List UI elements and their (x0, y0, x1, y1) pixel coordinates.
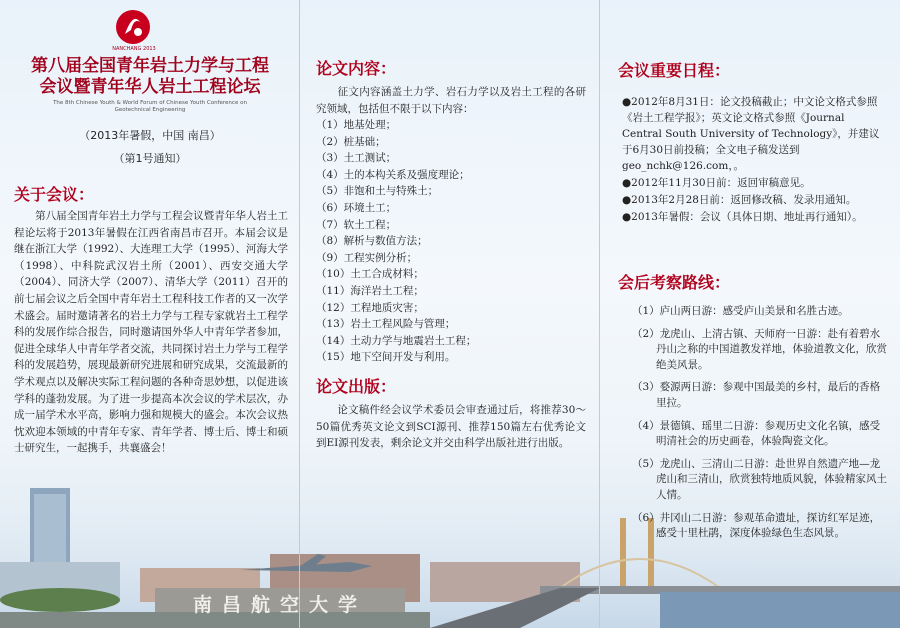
tours-list (632, 304, 888, 549)
date-location: （2013年暑假，中国 南昌） (79, 129, 221, 142)
topic-item: （7）软土工程； (316, 218, 397, 231)
publication-text: 论文稿件经会议学术委员会审查通过后，将推荐30～50篇优秀英文论文到SCI源刊、推荐150篇左右优秀论文到EI源刊发表，剩余论文并交由科学出版社进行出版。 (316, 404, 586, 450)
title-line-1: 第八届全国青年岩土力学与工程 (31, 56, 269, 76)
tour-item: （6）井冈山二日游：参观革命遗址，探访红军足迹，感受十里杜鹃，深度体验绿色生态风景。 (632, 511, 881, 540)
gate-sign-text: 南昌航空大学 (192, 594, 367, 616)
logo-caption: NANCHANG 2013 (112, 46, 156, 52)
conference-logo-icon (114, 8, 152, 46)
tour-item: （4）景德镇、瑶里二日游：参观历史文化名镇，感受明清社会的历史画卷，体验陶瓷文化。 (632, 419, 881, 448)
about-heading: 关于会议： (14, 185, 95, 204)
topics-list (316, 117, 476, 366)
title-line-2: 会议暨青年华人岩土工程论坛 (39, 77, 261, 97)
topic-item: （2）桩基础； (316, 135, 386, 148)
topics-heading: 论文内容： (316, 59, 397, 78)
middle-panel (300, 0, 600, 628)
about-text: 第八届全国青年岩土力学与工程会议暨青年华人岩土工程论坛将于2013年暑假在江西省南昌市召开。本届会议是继在浙江大学（1992）、大连理工大学（1995）、河海大学（1998）、中科院武汉岩土所（2001）、西安交通大学（2004）、同济大学（2007）、清华大学（2011）召开的前七届会议之后全国中青年岩土工程科技工作者的又一次学术盛会。届时邀请著名的岩土力学与工程专家就岩土工程学科的发展作综合报告，同时邀请国外华人中青年学者参加，促进全球华人中青年学者交流，共同探讨岩土力学与工程学科的发展趋势，展现最新研究进展和研究成果，交流最新的学术观点以及解决实际工程问题的各种奇思妙想，以促进该学科的蓬勃发展。为了进一步提高本次会议的学术层次，办成一届学术水平高，影响力强和规模大的盛会。本次会议热忱欢迎本领域的中青年专家、青年学者、博士后、博士和硕士研究生，一起携手，共襄盛会！ (14, 210, 288, 455)
topic-item: （6）环境土工； (316, 201, 397, 214)
schedule-item: ●2012年11月30日前：返回审稿意见。 (622, 177, 811, 189)
tour-item: （1）庐山两日游：感受庐山美景和名胜古迹。 (632, 305, 849, 317)
schedule-item: ●2013年暑假：会议（具体日期、地址再行通知）。 (622, 211, 863, 223)
topic-item: （3）土工测试； (316, 152, 397, 165)
left-panel (0, 0, 300, 628)
english-subtitle: The 8th Chinese Youth & World Forum of Chinese Youth Conference on Geotechnical Engineering (53, 100, 247, 113)
topics-intro: 征文内容涵盖土力学、岩石力学以及岩土工程的各研究领域，包括但不限于以下内容： (316, 86, 586, 115)
schedule-item: ●2012年8月31日：论文投稿截止；中文论文格式参照《岩土工程学报》；英文论文格式参照《Journal Central South University of Technology》，并建议于6月30日前投稿；全文电子稿发送到geo_nchk@126.com，。 (622, 96, 880, 172)
topic-item: （5）非饱和土与特殊土； (316, 185, 439, 198)
topic-item: （12）工程地质灾害； (316, 301, 424, 314)
notice-number: （第1号通知） (113, 152, 187, 165)
topic-item: （10）土工合成材料； (316, 268, 424, 281)
topic-item: （11）海洋岩土工程； (316, 284, 424, 297)
topic-item: （4）土的本构关系及强度理论； (316, 168, 470, 181)
tours-heading: 会后考察路线： (618, 273, 731, 292)
topic-item: （14）土动力学与地震岩土工程； (316, 334, 477, 347)
schedule-heading: 会议重要日程： (618, 61, 731, 80)
topic-item: （8）解析与数值方法； (316, 235, 428, 248)
topic-item: （13）岩土工程风险与管理； (316, 318, 456, 331)
tour-item: （5）龙虎山、三清山二日游：赴世界自然遗产地—龙虎山和三清山，欣赏独特地质风貌，体验精家风土人情。 (632, 457, 887, 501)
schedule-item: ●2013年2月28日前：返回修改稿、发录用通知。 (622, 194, 857, 206)
topic-item: （1）地基处理； (316, 119, 397, 131)
schedule-list (622, 94, 882, 226)
tour-item: （2）龙虎山、上清古镇、天师府一日游：赴有着碧水丹山之称的中国道教发祥地，体验道教文化，欣赏绝美风景。 (632, 327, 887, 371)
topic-item: （9）工程实例分析； (316, 251, 418, 264)
topic-item: （15）地下空间开发与利用。 (316, 351, 456, 364)
tour-item: （3）婺源两日游：参观中国最美的乡村，最后的香格里拉。 (632, 381, 881, 409)
publication-heading: 论文出版： (316, 377, 397, 396)
